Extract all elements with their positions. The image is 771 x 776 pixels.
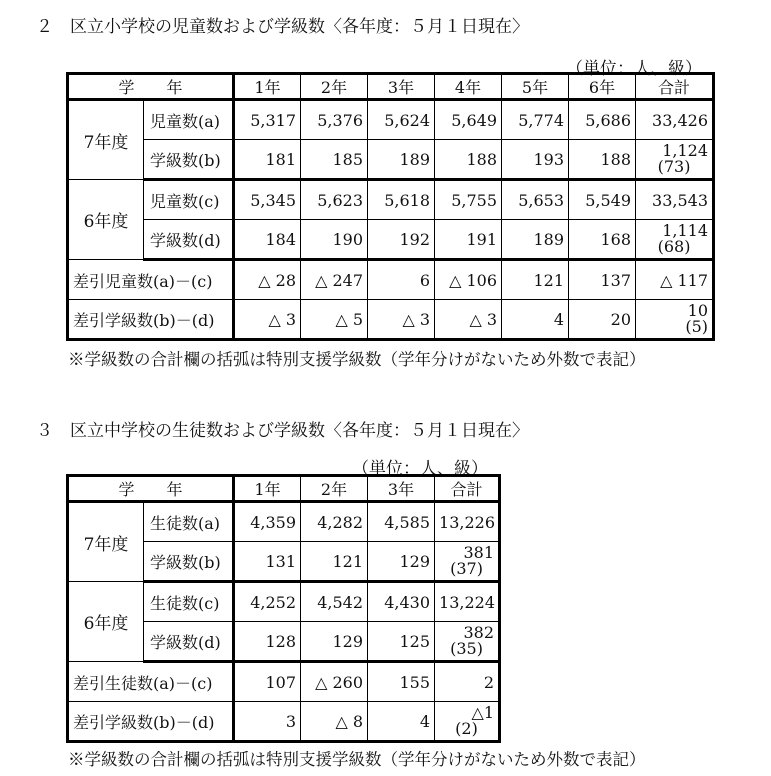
year-label: 7年度 [68, 100, 144, 180]
total-value: 381 [463, 543, 495, 562]
cell: △ 260 [301, 662, 368, 702]
cell: 181 [234, 140, 301, 180]
cell: △ 5 [301, 300, 368, 340]
header-col: 3年 [368, 74, 435, 100]
cell: 5,618 [368, 180, 435, 220]
special-class-count: (68) [657, 237, 691, 256]
cell: 4,430 [368, 582, 435, 622]
cell: 5,649 [435, 100, 502, 140]
row-label: 学級数(b) [144, 542, 234, 582]
cell: 192 [368, 220, 435, 260]
cell: △ 3 [234, 300, 301, 340]
header-col: 合計 [636, 74, 714, 100]
cell: △ 8 [301, 702, 368, 742]
section3-title: ３ 区立中学校の生徒数および学級数〈各年度：５月１日現在〉 [36, 421, 529, 441]
cell: 189 [502, 220, 569, 260]
total-value: 10 [687, 301, 709, 320]
cell: 129 [301, 622, 368, 662]
cell: 188 [435, 140, 502, 180]
total-cell [636, 140, 714, 180]
diff-classes-label: 差引学級数(b)－(d) [68, 300, 234, 340]
special-class-count: (5) [685, 317, 709, 336]
cell: 5,686 [569, 100, 636, 140]
total-value: 1,114 [662, 221, 709, 240]
total-value: 382 [463, 623, 495, 642]
row-label: 学級数(b) [144, 140, 234, 180]
cell: 6 [368, 260, 435, 300]
cell: 33,426 [636, 100, 714, 140]
row-label: 生徒数(c) [144, 582, 234, 622]
table-row [68, 702, 500, 742]
header-col: 2年 [301, 476, 368, 502]
special-class-count: (35) [450, 639, 483, 658]
cell: 5,653 [502, 180, 569, 220]
total-cell [435, 702, 500, 742]
cell: 155 [368, 662, 435, 702]
cell: 5,549 [569, 180, 636, 220]
cell: △ 3 [368, 300, 435, 340]
section3-note: ※学級数の合計欄の括弧は特別支援学級数（学年分けがないため外数で表記） [68, 750, 646, 769]
cell: △ 106 [435, 260, 502, 300]
cell: 121 [301, 542, 368, 582]
total-cell [435, 622, 500, 662]
cell: △ 28 [234, 260, 301, 300]
table-row [68, 100, 714, 140]
row-label: 生徒数(a) [144, 502, 234, 542]
year-label: 6年度 [68, 180, 144, 260]
cell: 13,224 [435, 582, 500, 622]
cell: 188 [569, 140, 636, 180]
cell: 168 [569, 220, 636, 260]
cell: △ 117 [636, 260, 714, 300]
cell: 191 [435, 220, 502, 260]
cell: 190 [301, 220, 368, 260]
total-value: △1 [471, 703, 495, 722]
section3-unit: （単位：人、級） [352, 459, 488, 479]
cell: 185 [301, 140, 368, 180]
header-col: 2年 [301, 74, 368, 100]
total-cell [636, 300, 714, 340]
special-class-count: (37) [450, 559, 483, 578]
cell: △ 3 [435, 300, 502, 340]
header-col: 1年 [234, 476, 301, 502]
cell: 128 [234, 622, 301, 662]
cell: 5,376 [301, 100, 368, 140]
table-row [68, 662, 500, 702]
row-label: 児童数(a) [144, 100, 234, 140]
header-col: 1年 [234, 74, 301, 100]
cell: 4,282 [301, 502, 368, 542]
special-class-count: (2) [455, 719, 478, 738]
row-label: 学級数(d) [144, 220, 234, 260]
cell: 5,774 [502, 100, 569, 140]
header-row [68, 74, 714, 100]
cell: 189 [368, 140, 435, 180]
diff-students-label: 差引児童数(a)－(c) [68, 260, 234, 300]
cell: 125 [368, 622, 435, 662]
table-row [68, 582, 500, 622]
cell: 5,624 [368, 100, 435, 140]
header-grade: 学 年 [68, 74, 234, 100]
cell: 4 [368, 702, 435, 742]
section2-unit: （単位：人、級） [566, 59, 702, 79]
table-row [68, 180, 714, 220]
header-col: 3年 [368, 476, 435, 502]
row-label: 学級数(d) [144, 622, 234, 662]
cell: 5,755 [435, 180, 502, 220]
total-cell [636, 220, 714, 260]
cell: 4 [502, 300, 569, 340]
cell: 129 [368, 542, 435, 582]
cell: 3 [234, 702, 301, 742]
cell: 5,623 [301, 180, 368, 220]
cell: 184 [234, 220, 301, 260]
cell: 131 [234, 542, 301, 582]
table-row [68, 502, 500, 542]
row-label: 児童数(c) [144, 180, 234, 220]
cell: 193 [502, 140, 569, 180]
table-row [68, 140, 714, 180]
table-row [68, 300, 714, 340]
diff-students-label: 差引生徒数(a)－(c) [68, 662, 234, 702]
total-cell [435, 542, 500, 582]
year-label: 7年度 [68, 502, 144, 582]
cell: 13,226 [435, 502, 500, 542]
cell: 20 [569, 300, 636, 340]
header-row [68, 476, 500, 502]
cell: 4,542 [301, 582, 368, 622]
cell: 5,317 [234, 100, 301, 140]
cell: 107 [234, 662, 301, 702]
year-label: 6年度 [68, 582, 144, 662]
cell: △ 247 [301, 260, 368, 300]
cell: 4,359 [234, 502, 301, 542]
diff-classes-label: 差引学級数(b)－(d) [68, 702, 234, 742]
header-col: 6年 [569, 74, 636, 100]
total-value: 1,124 [662, 141, 709, 160]
section2-note: ※学級数の合計欄の括弧は特別支援学級数（学年分けがないため外数で表記） [68, 350, 646, 369]
cell: 4,252 [234, 582, 301, 622]
elementary-school-table [66, 72, 715, 341]
junior-high-school-table [66, 474, 501, 743]
cell: 4,585 [368, 502, 435, 542]
header-grade: 学 年 [68, 476, 234, 502]
table-row [68, 220, 714, 260]
cell: 121 [502, 260, 569, 300]
cell: 5,345 [234, 180, 301, 220]
table-row [68, 260, 714, 300]
section2-title: ２ 区立小学校の児童数および学級数〈各年度：５月１日現在〉 [36, 17, 529, 37]
special-class-count: (73) [657, 157, 691, 176]
cell: 33,543 [636, 180, 714, 220]
cell: 137 [569, 260, 636, 300]
header-col: 合計 [435, 476, 500, 502]
cell: 2 [435, 662, 500, 702]
header-col: 5年 [502, 74, 569, 100]
header-col: 4年 [435, 74, 502, 100]
